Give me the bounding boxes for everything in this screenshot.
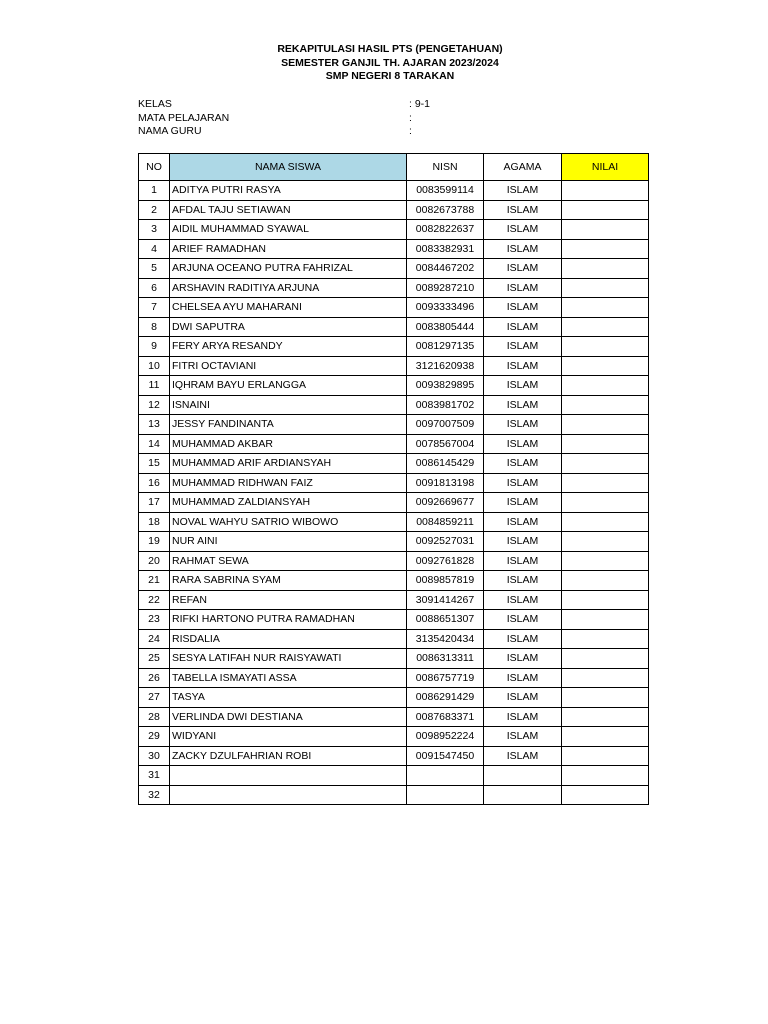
table-row (139, 785, 649, 805)
cell-no: 16 (139, 473, 170, 493)
cell-nilai[interactable] (562, 395, 649, 415)
cell-nama-siswa: CHELSEA AYU MAHARANI (170, 298, 407, 318)
cell-nilai[interactable] (562, 649, 649, 669)
table-row (139, 239, 649, 259)
cell-no: 29 (139, 727, 170, 747)
cell-nama-siswa: MUHAMMAD AKBAR (170, 434, 407, 454)
table-row (139, 434, 649, 454)
cell-nisn: 0086145429 (407, 454, 484, 474)
cell-nama-siswa: MUHAMMAD ARIF ARDIANSYAH (170, 454, 407, 474)
cell-no: 24 (139, 629, 170, 649)
header-no: NO (139, 154, 170, 181)
cell-nilai[interactable] (562, 610, 649, 630)
cell-no: 28 (139, 707, 170, 727)
cell-nama-siswa: AFDAL TAJU SETIAWAN (170, 200, 407, 220)
cell-agama: ISLAM (484, 298, 562, 318)
cell-nama-siswa: ARJUNA OCEANO PUTRA FAHRIZAL (170, 259, 407, 279)
table-header-row (139, 154, 649, 181)
cell-agama: ISLAM (484, 434, 562, 454)
cell-nisn: 0092669677 (407, 493, 484, 513)
cell-nama-siswa: IQHRAM BAYU ERLANGGA (170, 376, 407, 396)
cell-agama: ISLAM (484, 512, 562, 532)
table-row (139, 415, 649, 435)
cell-agama: ISLAM (484, 707, 562, 727)
cell-nisn: 0082822637 (407, 220, 484, 240)
cell-nisn: 3135420434 (407, 629, 484, 649)
cell-nisn (407, 766, 484, 786)
cell-nisn: 0078567004 (407, 434, 484, 454)
cell-nama-siswa: NUR AINI (170, 532, 407, 552)
table-row (139, 200, 649, 220)
cell-nilai[interactable] (562, 298, 649, 318)
cell-no: 14 (139, 434, 170, 454)
cell-nisn: 0083981702 (407, 395, 484, 415)
cell-nama-siswa: RARA SABRINA SYAM (170, 571, 407, 591)
cell-nilai[interactable] (562, 220, 649, 240)
cell-nama-siswa: RISDALIA (170, 629, 407, 649)
cell-agama: ISLAM (484, 259, 562, 279)
cell-nama-siswa: JESSY FANDINANTA (170, 415, 407, 435)
table-row (139, 512, 649, 532)
cell-no: 22 (139, 590, 170, 610)
cell-nisn: 0084859211 (407, 512, 484, 532)
cell-nilai[interactable] (562, 337, 649, 357)
cell-nisn: 0093829895 (407, 376, 484, 396)
cell-nama-siswa: WIDYANI (170, 727, 407, 747)
cell-nama-siswa: ARSHAVIN RADITIYA ARJUNA (170, 278, 407, 298)
cell-agama: ISLAM (484, 356, 562, 376)
table-row (139, 746, 649, 766)
cell-nama-siswa: ISNAINI (170, 395, 407, 415)
cell-nama-siswa: MUHAMMAD RIDHWAN FAIZ (170, 473, 407, 493)
table-row (139, 766, 649, 786)
cell-nilai[interactable] (562, 317, 649, 337)
class-info (138, 98, 538, 139)
table-row (139, 707, 649, 727)
cell-nilai[interactable] (562, 629, 649, 649)
table-row (139, 493, 649, 513)
table-row (139, 181, 649, 201)
title-line-3: SMP NEGERI 8 TARAKAN (325, 70, 455, 82)
table-row (139, 610, 649, 630)
table-row (139, 473, 649, 493)
cell-nisn: 0091547450 (407, 746, 484, 766)
cell-no: 15 (139, 454, 170, 474)
cell-agama: ISLAM (484, 181, 562, 201)
cell-no: 9 (139, 337, 170, 357)
cell-nilai[interactable] (562, 259, 649, 279)
cell-nama-siswa: ARIEF RAMADHAN (170, 239, 407, 259)
cell-nama-siswa: TABELLA ISMAYATI ASSA (170, 668, 407, 688)
table-row (139, 376, 649, 396)
guru-value: : (409, 125, 412, 137)
cell-no: 2 (139, 200, 170, 220)
cell-no: 13 (139, 415, 170, 435)
cell-agama: ISLAM (484, 629, 562, 649)
cell-no: 10 (139, 356, 170, 376)
cell-nilai[interactable] (562, 181, 649, 201)
table-body (139, 181, 649, 805)
table-row (139, 532, 649, 552)
cell-nama-siswa: SESYA LATIFAH NUR RAISYAWATI (170, 649, 407, 669)
cell-no: 5 (139, 259, 170, 279)
cell-no: 21 (139, 571, 170, 591)
cell-agama: ISLAM (484, 551, 562, 571)
cell-agama: ISLAM (484, 395, 562, 415)
cell-agama (484, 766, 562, 786)
cell-nisn: 3091414267 (407, 590, 484, 610)
cell-no: 12 (139, 395, 170, 415)
cell-nilai[interactable] (562, 551, 649, 571)
table-row (139, 278, 649, 298)
cell-nisn: 0082673788 (407, 200, 484, 220)
cell-nisn: 0086313311 (407, 649, 484, 669)
table-row (139, 551, 649, 571)
cell-nisn: 0092527031 (407, 532, 484, 552)
info-row-kelas (138, 98, 538, 112)
cell-agama: ISLAM (484, 532, 562, 552)
cell-nama-siswa: ZACKY DZULFAHRIAN ROBI (170, 746, 407, 766)
table-row (139, 298, 649, 318)
cell-nisn: 0083382931 (407, 239, 484, 259)
info-row-mapel (138, 112, 538, 126)
cell-nisn: 0093333496 (407, 298, 484, 318)
info-row-guru (138, 125, 538, 139)
cell-no: 32 (139, 785, 170, 805)
cell-nisn: 0098952224 (407, 727, 484, 747)
cell-agama: ISLAM (484, 727, 562, 747)
table-row (139, 649, 649, 669)
cell-nisn: 0084467202 (407, 259, 484, 279)
cell-nilai[interactable] (562, 493, 649, 513)
cell-agama: ISLAM (484, 746, 562, 766)
cell-nilai[interactable] (562, 766, 649, 786)
cell-nama-siswa: TASYA (170, 688, 407, 708)
cell-nama-siswa: FITRI OCTAVIANI (170, 356, 407, 376)
table-row (139, 356, 649, 376)
cell-nilai[interactable] (562, 707, 649, 727)
cell-no: 30 (139, 746, 170, 766)
cell-no: 18 (139, 512, 170, 532)
cell-nilai[interactable] (562, 571, 649, 591)
cell-nisn: 0088651307 (407, 610, 484, 630)
cell-nama-siswa: AIDIL MUHAMMAD SYAWAL (170, 220, 407, 240)
cell-agama: ISLAM (484, 688, 562, 708)
table-row (139, 454, 649, 474)
cell-nilai[interactable] (562, 512, 649, 532)
cell-nilai[interactable] (562, 785, 649, 805)
cell-nilai[interactable] (562, 376, 649, 396)
header-nilai: NILAI (562, 154, 649, 181)
header-agama: AGAMA (484, 154, 562, 181)
cell-nilai[interactable] (562, 239, 649, 259)
cell-nilai[interactable] (562, 590, 649, 610)
cell-nilai[interactable] (562, 473, 649, 493)
cell-no: 1 (139, 181, 170, 201)
cell-nama-siswa: DWI SAPUTRA (170, 317, 407, 337)
table-row (139, 259, 649, 279)
cell-nama-siswa: REFAN (170, 590, 407, 610)
cell-agama: ISLAM (484, 376, 562, 396)
cell-nilai[interactable] (562, 668, 649, 688)
title-line-1: REKAPITULASI HASIL PTS (PENGETAHUAN) (277, 43, 503, 55)
cell-nilai[interactable] (562, 746, 649, 766)
cell-no: 3 (139, 220, 170, 240)
student-table (138, 153, 649, 805)
cell-nisn: 0092761828 (407, 551, 484, 571)
guru-label: NAMA GURU (138, 125, 202, 137)
cell-nisn: 0091813198 (407, 473, 484, 493)
table-row (139, 590, 649, 610)
cell-no: 7 (139, 298, 170, 318)
cell-nisn (407, 785, 484, 805)
cell-nama-siswa: RIFKI HARTONO PUTRA RAMADHAN (170, 610, 407, 630)
cell-nisn: 0083805444 (407, 317, 484, 337)
cell-nisn: 0083599114 (407, 181, 484, 201)
document-title (0, 43, 768, 84)
cell-nisn: 0089287210 (407, 278, 484, 298)
table-row (139, 220, 649, 240)
table-row (139, 668, 649, 688)
cell-nilai[interactable] (562, 532, 649, 552)
cell-agama (484, 785, 562, 805)
cell-nisn: 0097007509 (407, 415, 484, 435)
cell-agama: ISLAM (484, 610, 562, 630)
title-line-2: SEMESTER GANJIL TH. AJARAN 2023/2024 (281, 56, 499, 69)
cell-nama-siswa: NOVAL WAHYU SATRIO WIBOWO (170, 512, 407, 532)
cell-nilai[interactable] (562, 727, 649, 747)
cell-agama: ISLAM (484, 337, 562, 357)
cell-no: 31 (139, 766, 170, 786)
cell-agama: ISLAM (484, 317, 562, 337)
cell-no: 27 (139, 688, 170, 708)
cell-nisn: 0086291429 (407, 688, 484, 708)
header-nisn: NISN (407, 154, 484, 181)
cell-agama: ISLAM (484, 493, 562, 513)
cell-agama: ISLAM (484, 200, 562, 220)
cell-no: 26 (139, 668, 170, 688)
cell-agama: ISLAM (484, 278, 562, 298)
cell-no: 20 (139, 551, 170, 571)
cell-nilai[interactable] (562, 415, 649, 435)
cell-agama: ISLAM (484, 239, 562, 259)
cell-nisn: 0089857819 (407, 571, 484, 591)
table-row (139, 688, 649, 708)
cell-no: 17 (139, 493, 170, 513)
cell-nilai[interactable] (562, 356, 649, 376)
cell-no: 19 (139, 532, 170, 552)
cell-nilai[interactable] (562, 278, 649, 298)
cell-agama: ISLAM (484, 454, 562, 474)
kelas-label: KELAS (138, 98, 172, 110)
cell-agama: ISLAM (484, 473, 562, 493)
table-row (139, 571, 649, 591)
cell-nilai[interactable] (562, 200, 649, 220)
cell-nisn: 0087683371 (407, 707, 484, 727)
cell-nama-siswa: RAHMAT SEWA (170, 551, 407, 571)
cell-nama-siswa: MUHAMMAD ZALDIANSYAH (170, 493, 407, 513)
table-row (139, 727, 649, 747)
mapel-label: MATA PELAJARAN (138, 111, 230, 124)
cell-nama-siswa: ADITYA PUTRI RASYA (170, 181, 407, 201)
table-row (139, 395, 649, 415)
table-row (139, 629, 649, 649)
cell-nisn: 0081297135 (407, 337, 484, 357)
cell-agama: ISLAM (484, 571, 562, 591)
cell-nama-siswa (170, 766, 407, 786)
cell-no: 11 (139, 376, 170, 396)
cell-no: 25 (139, 649, 170, 669)
cell-agama: ISLAM (484, 668, 562, 688)
cell-agama: ISLAM (484, 649, 562, 669)
cell-nama-siswa (170, 785, 407, 805)
cell-no: 6 (139, 278, 170, 298)
cell-no: 4 (139, 239, 170, 259)
cell-no: 8 (139, 317, 170, 337)
table-row (139, 337, 649, 357)
cell-nilai[interactable] (562, 454, 649, 474)
cell-nama-siswa: FERY ARYA RESANDY (170, 337, 407, 357)
cell-nisn: 3121620938 (407, 356, 484, 376)
cell-agama: ISLAM (484, 415, 562, 435)
header-nama-siswa: NAMA SISWA (170, 154, 407, 181)
cell-nisn: 0086757719 (407, 668, 484, 688)
cell-agama: ISLAM (484, 590, 562, 610)
cell-agama: ISLAM (484, 220, 562, 240)
mapel-value: : (409, 111, 412, 124)
cell-nilai[interactable] (562, 434, 649, 454)
cell-no: 23 (139, 610, 170, 630)
kelas-value: : 9-1 (409, 98, 431, 110)
cell-nama-siswa: VERLINDA DWI DESTIANA (170, 707, 407, 727)
cell-nilai[interactable] (562, 688, 649, 708)
table-row (139, 317, 649, 337)
